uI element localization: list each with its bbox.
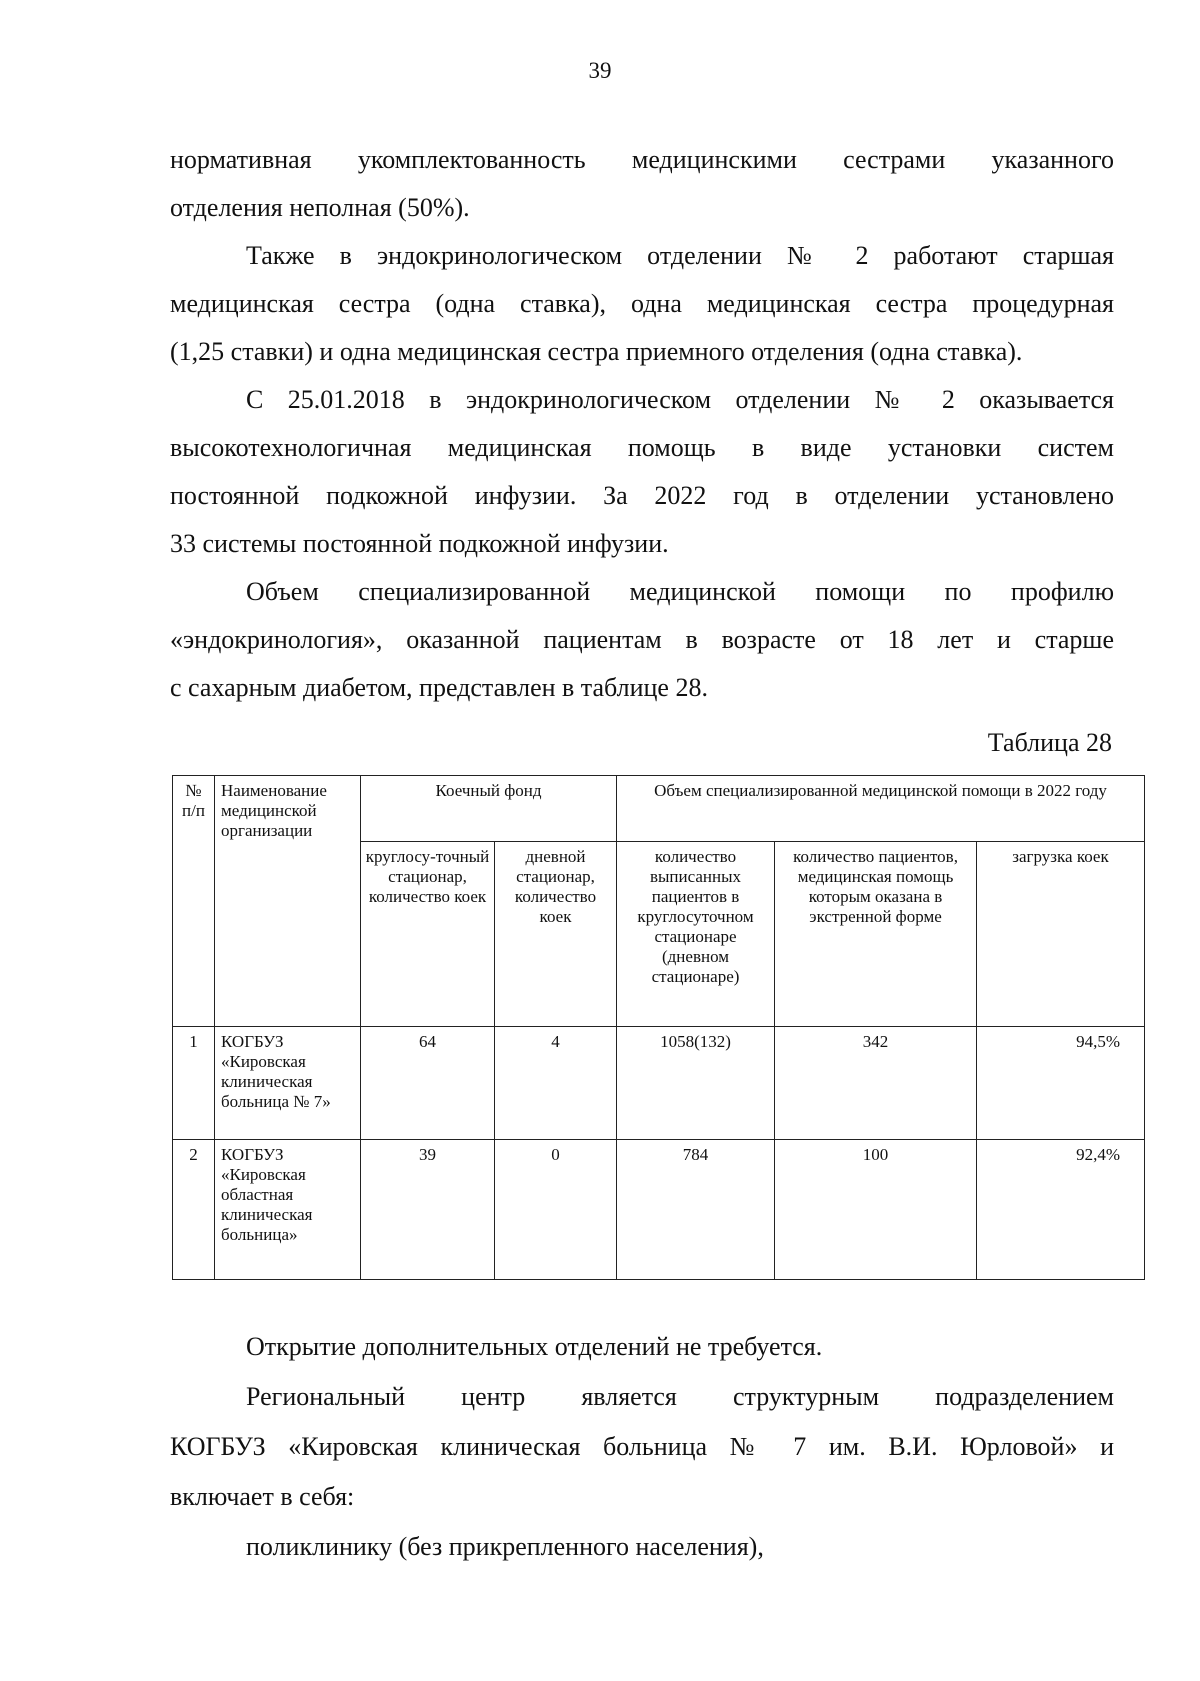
cell-emergency: 342 [775,1027,977,1140]
header-volume: Объем специализированной медицинской помощи в 2022 году [617,776,1145,842]
body-text-top [170,136,1114,712]
table-row [173,1027,1145,1140]
data-table [172,775,1145,1280]
cell-discharged: 1058(132) [617,1027,775,1140]
cell-round-clock: 64 [361,1027,495,1140]
paragraph-line: КОГБУЗ «Кировская клиническая больница № 7 им. В.И. Юрловой» и [170,1432,1114,1461]
cell-round-clock: 39 [361,1140,495,1280]
header-day-hospital: дневной стационар, количество коек [495,842,617,1027]
header-org: Наименование медицинской организации [215,776,361,1027]
cell-num: 1 [173,1027,215,1140]
page-number: 39 [588,58,612,83]
header-load: загрузка коек [977,842,1145,1027]
header-round-clock: круглосу-точный стационар, количество коек [361,842,495,1027]
paragraph-line: отделения неполная (50%). [170,193,470,222]
paragraph-line: (1,25 ставки) и одна медицинская сестра приемного отделения (одна ставка). [170,337,1023,366]
paragraph-line: Также в эндокринологическом отделении № 2 работают старшая [246,241,1114,270]
header-bed-fund: Коечный фонд [361,776,617,842]
paragraph-line: поликлинику (без прикрепленного населения), [246,1532,764,1561]
cell-discharged: 784 [617,1140,775,1280]
paragraph-line: включает в себя: [170,1482,355,1511]
cell-load: 92,4% [977,1140,1145,1280]
paragraph-line: постоянной подкожной инфузии. За 2022 год в отделении установлено [170,481,1114,510]
cell-org: КОГБУЗ «Кировская клиническая больница № 7» [215,1027,361,1140]
cell-org: КОГБУЗ «Кировская областная клиническая больница» [215,1140,361,1280]
paragraph-line: высокотехнологичная медицинская помощь в виде установки систем [170,433,1114,462]
header-emergency: количество пациентов, медицинская помощь которым оказана в экстренной форме [775,842,977,1027]
cell-emergency: 100 [775,1140,977,1280]
paragraph-line: медицинская сестра (одна ставка), одна медицинская сестра процедурная [170,289,1114,318]
header-num: № п/п [173,776,215,1027]
body-text-bottom [170,1322,1114,1572]
paragraph-line: Открытие дополнительных отделений не требуется. [246,1332,823,1361]
paragraph-line: нормативная укомплектованность медицинскими сестрами указанного [170,145,1114,174]
header-discharged: количество выписанных пациентов в круглосуточном стационаре (дневном стационаре) [617,842,775,1027]
table-row [173,1140,1145,1280]
paragraph-line: с сахарным диабетом, представлен в таблице 28. [170,673,708,702]
cell-day-hospital: 0 [495,1140,617,1280]
paragraph-line: С 25.01.2018 в эндокринологическом отделении № 2 оказывается [246,385,1114,414]
table-caption: Таблица 28 [987,728,1112,757]
cell-load: 94,5% [977,1027,1145,1140]
cell-num: 2 [173,1140,215,1280]
cell-day-hospital: 4 [495,1027,617,1140]
paragraph-line: Региональный центр является структурным подразделением [246,1382,1114,1411]
table-header-row [173,776,1145,842]
paragraph-line: Объем специализированной медицинской помощи по профилю [246,577,1114,606]
paragraph-line: «эндокринология», оказанной пациентам в возрасте от 18 лет и старше [170,625,1114,654]
paragraph-line: 33 системы постоянной подкожной инфузии. [170,529,669,558]
